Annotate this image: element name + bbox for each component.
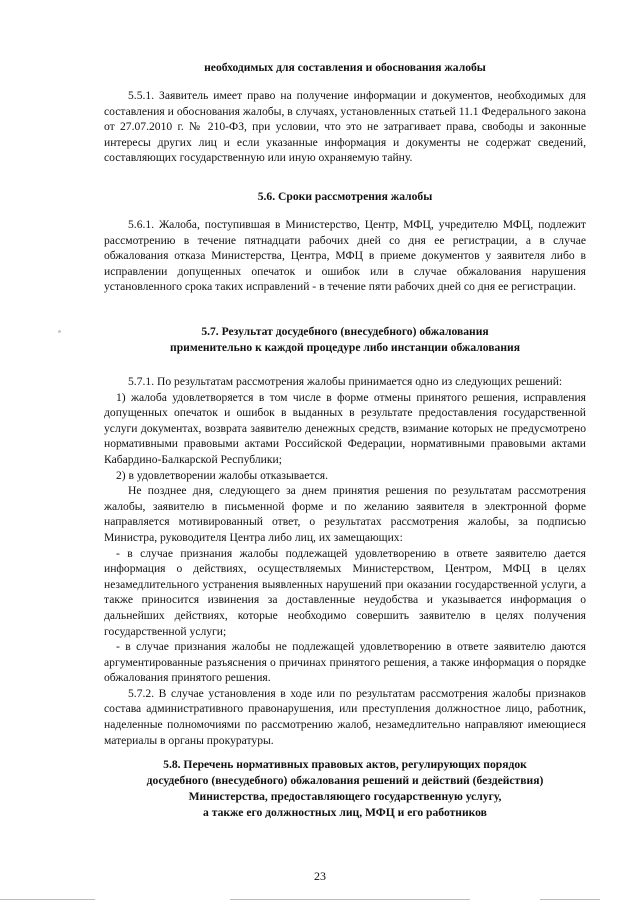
paragraph-5-7-1-item-2: 2) в удовлетворении жалобы отказывается. (116, 468, 328, 482)
heading-5-8-line-2: досудебного (внесудебного) обжалования решений и действий (бездействия) (146, 774, 544, 787)
scan-edge-line-center (230, 899, 470, 900)
heading-required-documents: необходимых для составления и обоснования жалобы (204, 61, 486, 74)
paragraph-text: 5.5.1. Заявитель имеет право на получение информации и документов, необходимых для составления и обоснования жалобы, в случаях, установленных статьей 11.1 Федерального закона от 27.07.2010 г. № 210-ФЗ, при условии, что это не затрагивает права, свободы и законные интересы других лиц и если указанные информация и документы не содержат сведений, составляющих государственную или иную охраняемую тайну. (104, 89, 586, 165)
paragraph-5-7-1: 5.7.1. По результатам рассмотрения жалобы принимается одно из следующих решений: (128, 375, 563, 388)
paragraph-5-7-2: 5.7.2. В случае установления в ходе или по результатам рассмотрения жалобы признаков состава административного правонарушения, или преступления должностное лицо, работник, наделенные полномочиями по рассмотрению жалоб, незамедлительно направляют имеющиеся материалы в органы прокуратуры. (104, 686, 586, 747)
heading-5-6: 5.6. Сроки рассмотрения жалобы (257, 190, 433, 203)
heading-5-7-line-1: 5.7. Результат досудебного (внесудебного) обжалования (201, 325, 489, 338)
section-5-7-1 (104, 374, 586, 748)
heading-5-8-line-3: Министерства, предоставляющего государственную услугу, (188, 790, 502, 803)
paragraph-5-7-1-response: Не позднее дня, следующего за днем принятия решения по результатам рассмотрения жалобы, заявителю в письменной форме и по желанию заявителя в электронной форме направляется мотивированный ответ, о результатах рассмотрения жалобы, за подписью Министра, руководителя Центра либо лиц, их замещающих: (104, 484, 586, 544)
paragraph-5-7-1-item-1: 1) жалоба удовлетворяется в том числе в форме отмены принятого решения, исправления допущенных опечаток и ошибок в выданных в результате предоставления государственной услуги документах, возврата заявителю денежных средств, взимание которых не предусмотрено нормативными правовыми актами Российской Федерации, нормативными правовыми актами Кабардино-Балкарской Республики; (104, 390, 586, 466)
paragraph-5-5-1 (104, 88, 586, 166)
scan-speck (58, 330, 61, 333)
page-number: 23 (314, 869, 326, 883)
scan-edge-line-right (540, 899, 600, 900)
heading-5-7-line-2: применительно к каждой процедуре либо инстанции обжалования (170, 341, 520, 354)
paragraph-text: 5.6.1. Жалоба, поступившая в Министерство, Центр, МФЦ, учредителю МФЦ, подлежит рассмотрению в течение пятнадцати рабочих дней со дня ее регистрации, а в случае обжалования отказа Министерства, Центра, МФЦ в приеме документов у заявителя либо в исправлении допущенных опечаток и ошибок или в случае обжалования нарушения установленного срока таких исправлений - в течение пяти рабочих дней со дня ее регистрации. (104, 218, 586, 294)
heading-5-8-line-4: а также его должностных лиц, МФЦ и его работников (203, 806, 487, 819)
paragraph-5-6-1 (104, 217, 586, 295)
heading-5-8-line-1: 5.8. Перечень нормативных правовых актов, регулирующих порядок (163, 758, 527, 771)
paragraph-5-7-1-case-rejected: - в случае признания жалобы не подлежащей удовлетворению в ответе заявителю даются аргументированные разъяснения о причинах принятого решения, а также информация о порядке обжалования принятого решения. (104, 640, 586, 685)
paragraph-5-7-1-case-satisfied: - в случае признания жалобы подлежащей удовлетворению в ответе заявителю дается информация о действиях, осуществляемых Министерством, Центром, МФЦ в целях незамедлительного устранения выявленных нарушений при оказании государственной услуги, а также приносится извинения за доставленные неудобства и указывается информация о дальнейших действиях, которые необходимо совершить заявителю в целях получения государственной услуги; (104, 546, 586, 638)
scan-edge-line-left (0, 899, 95, 900)
